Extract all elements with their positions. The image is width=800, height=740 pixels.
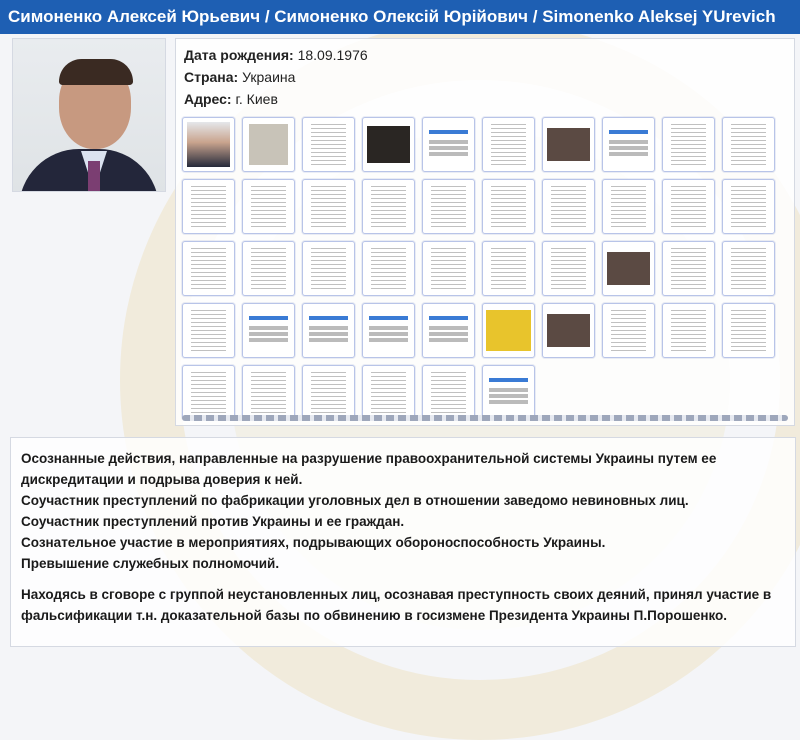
gallery-thumbnail[interactable] xyxy=(602,303,655,358)
gallery-thumbnail[interactable] xyxy=(542,117,595,172)
gallery-thumbnail[interactable] xyxy=(242,365,295,420)
gallery-thumbnail[interactable] xyxy=(302,179,355,234)
gallery-scrollbar[interactable] xyxy=(182,415,788,421)
gallery-thumbnail[interactable] xyxy=(242,179,295,234)
gallery-thumbnail[interactable] xyxy=(722,179,775,234)
gallery-thumbnail[interactable] xyxy=(362,117,415,172)
country-label: Страна: xyxy=(184,69,239,85)
gallery-thumbnail[interactable] xyxy=(662,179,715,234)
gallery-thumbnail[interactable] xyxy=(542,179,595,234)
address-value: г. Киев xyxy=(235,91,278,107)
photo-tie xyxy=(88,161,100,192)
gallery-thumbnail[interactable] xyxy=(302,303,355,358)
accusation-line: Соучастник преступлений против Украины и ее граждан. xyxy=(21,514,405,529)
gallery-thumbnail[interactable] xyxy=(542,241,595,296)
accusation-line: Соучастник преступлений по фабрикации уголовных дел в отношении заведомо невиновных лиц. xyxy=(21,493,689,508)
gallery-thumbnail[interactable] xyxy=(662,117,715,172)
gallery-thumbnail[interactable] xyxy=(602,241,655,296)
gallery-thumbnail[interactable] xyxy=(482,365,535,420)
gallery-thumbnail[interactable] xyxy=(362,303,415,358)
gallery-thumbnail[interactable] xyxy=(602,117,655,172)
country-row xyxy=(184,69,295,85)
gallery-thumbnail[interactable] xyxy=(182,117,235,172)
gallery-thumbnail[interactable] xyxy=(422,179,475,234)
gallery-thumbnail[interactable] xyxy=(302,241,355,296)
photo-hair xyxy=(59,59,133,85)
birth-date-value: 18.09.1976 xyxy=(297,47,368,63)
gallery-thumbnail[interactable] xyxy=(722,303,775,358)
gallery-thumbnail[interactable] xyxy=(542,303,595,358)
gallery-thumbnail[interactable] xyxy=(482,117,535,172)
paragraph-gap xyxy=(21,574,785,584)
gallery-thumbnail[interactable] xyxy=(242,303,295,358)
gallery-thumbnail[interactable] xyxy=(602,179,655,234)
gallery-thumbnail[interactable] xyxy=(662,303,715,358)
gallery-thumbnail[interactable] xyxy=(242,241,295,296)
gallery-thumbnail[interactable] xyxy=(362,179,415,234)
address-row xyxy=(184,91,278,107)
gallery-thumbnail[interactable] xyxy=(482,179,535,234)
gallery-thumbnail[interactable] xyxy=(482,241,535,296)
gallery-thumbnail[interactable] xyxy=(662,241,715,296)
gallery-thumbnail[interactable] xyxy=(362,365,415,420)
gallery-thumbnail[interactable] xyxy=(242,117,295,172)
gallery-thumbnail[interactable] xyxy=(362,241,415,296)
gallery-thumbnail[interactable] xyxy=(422,117,475,172)
accusation-description xyxy=(10,437,796,647)
gallery-thumbnail[interactable] xyxy=(182,303,235,358)
accusation-line: Сознательное участие в мероприятиях, подрывающих обороноспособность Украины. xyxy=(21,535,606,550)
gallery-thumbnail[interactable] xyxy=(422,241,475,296)
profile-info-panel xyxy=(175,38,795,426)
gallery-thumbnail[interactable] xyxy=(422,365,475,420)
page-header xyxy=(0,0,800,34)
accusation-note: Находясь в сговоре с группой неустановленных лиц, осознавая преступность своих деяний, принял участие в фальсификации т.н. доказательной базы по обвинению в госизмене Президента Украины П.Порошенко. xyxy=(21,587,772,623)
profile-photo[interactable] xyxy=(12,38,166,192)
gallery-thumbnail[interactable] xyxy=(422,303,475,358)
gallery-thumbnail[interactable] xyxy=(302,365,355,420)
gallery-thumbnail[interactable] xyxy=(722,117,775,172)
birth-date-label: Дата рождения: xyxy=(184,47,294,63)
address-label: Адрес: xyxy=(184,91,232,107)
document-gallery xyxy=(182,117,788,420)
gallery-thumbnail[interactable] xyxy=(182,179,235,234)
gallery-thumbnail[interactable] xyxy=(482,303,535,358)
person-name-title: Симоненко Алексей Юрьевич / Симоненко Олексій Юрійович / Simonenko Aleksej YUrevich xyxy=(8,7,776,26)
accusation-line: Осознанные действия, направленные на разрушение правоохранительной системы Украины путем ее дискредитации и подрыва доверия к ней. xyxy=(21,451,717,487)
gallery-thumbnail[interactable] xyxy=(182,241,235,296)
gallery-thumbnail[interactable] xyxy=(182,365,235,420)
gallery-thumbnail[interactable] xyxy=(722,241,775,296)
birth-date-row xyxy=(184,47,368,63)
country-value: Украина xyxy=(242,69,296,85)
accusation-line: Превышение служебных полномочий. xyxy=(21,556,280,571)
gallery-thumbnail[interactable] xyxy=(302,117,355,172)
